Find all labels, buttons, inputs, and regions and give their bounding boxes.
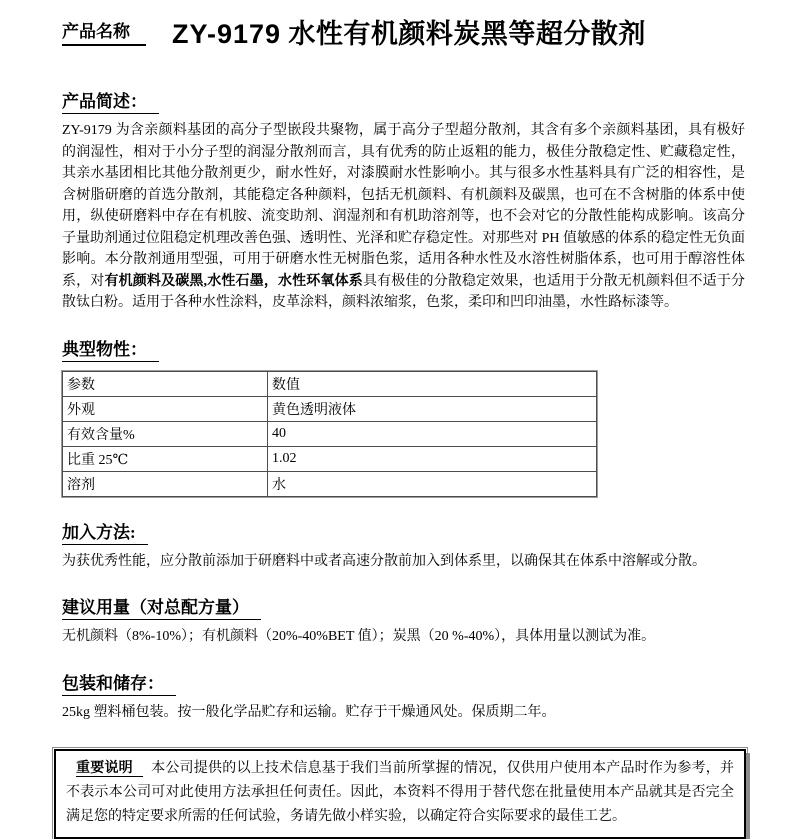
overview-heading: 产品简述： bbox=[62, 87, 159, 114]
section-addition bbox=[62, 518, 745, 573]
table-cell-parameter: 有效含量% bbox=[63, 421, 268, 446]
page-title bbox=[172, 12, 646, 51]
table-row bbox=[63, 446, 597, 471]
table-cell-parameter: 外观 bbox=[63, 396, 268, 421]
table-row bbox=[63, 421, 597, 446]
table-row bbox=[63, 396, 597, 421]
table-cell-value: 黄色透明液体 bbox=[268, 396, 597, 421]
section-overview bbox=[62, 87, 745, 314]
table-cell-parameter: 比重 25℃ bbox=[63, 446, 268, 471]
product-model: ZY-9179 bbox=[172, 19, 282, 49]
product-description bbox=[62, 120, 745, 314]
description-segment-bold: 有机颜料及碳黑,水性石墨，水性环氧体系 bbox=[104, 273, 363, 289]
table-row bbox=[63, 471, 597, 496]
dosage-body: 无机颜料（8%-10%）；有机颜料（20%-40%BET 值）；炭黑（20 %-40%），具体用量以测试为准。 bbox=[62, 629, 656, 644]
properties-heading: 典型物性： bbox=[62, 335, 159, 362]
table-cell-parameter: 溶剂 bbox=[63, 471, 268, 496]
product-title-text: 水性有机颜料炭黑等超分散剂 bbox=[281, 19, 646, 49]
description-segment: ZY-9179 为含亲颜料基团的高分子型嵌段共聚物，属于高分子型超分散剂，其含有多个亲颜料基团，具有极好的润湿性，相对于小分子型的润湿分散剂而言，具有优秀的防止返粗的能力，极佳分散稳定性、贮藏稳定性，其亲水基团相比其他分散剂更少，耐水性好，对漆膜耐水性影响小。其与很多水性基料具有广泛的相容性，是含树脂研磨的首选分散剂，其能稳定各种颜料，包括无机颜料、有机颜料及碳黑，也可在不含树脂的体系中使用，纵使研磨料中存在有机胺、流变助剂、润湿剂和有机助溶剂等，也不会对它的分散性能构成影响。该高分子量助剂通过位阻稳定机理改善色强、透明性、光泽和贮存稳定性。对那些对 PH 值敏感的体系的稳定性无负面影响。本分散剂通用型强，可用于研磨水性无树脂色浆，适用各种水性及水溶性树脂体系，也可用于醇溶性体系，对 bbox=[62, 123, 745, 289]
section-packaging bbox=[62, 669, 745, 724]
section-properties bbox=[62, 335, 745, 497]
table-header-parameter: 参数 bbox=[63, 371, 268, 396]
title-row bbox=[62, 12, 745, 51]
table-header-value: 数值 bbox=[268, 371, 597, 396]
product-name-label: 产品名称 bbox=[62, 17, 146, 46]
notice-label: 重要说明 bbox=[76, 761, 143, 777]
addition-body: 为获优秀性能，应分散前添加于研磨料中或者高速分散前加入到体系里，以确保其在体系中溶解或分散。 bbox=[62, 553, 706, 569]
important-notice-box bbox=[54, 749, 746, 839]
table-cell-value: 水 bbox=[268, 471, 597, 496]
table-cell-value: 40 bbox=[268, 421, 597, 446]
packaging-heading: 包装和储存： bbox=[62, 669, 176, 696]
notice-body: 本公司提供的以上技术信息基于我们当前所掌握的情况，仅供用户使用本产品时作为参考，并不表示本公司可对此使用方法承担任何责任。因此，本资料不得用于替代您在批量使用本产品就其是否完全满足您的特定要求所需的任何试验，务请先做小样实验，以确定符合实际要求的最佳工艺。 bbox=[66, 761, 734, 824]
table-header-row bbox=[63, 371, 597, 396]
section-dosage bbox=[62, 593, 745, 648]
dosage-heading: 建议用量（对总配方量） bbox=[62, 593, 261, 620]
notice-paragraph bbox=[66, 757, 734, 829]
table-cell-value: 1.02 bbox=[268, 446, 597, 471]
packaging-body: 25kg 塑料桶包装。按一般化学品贮存和运输。贮存于干燥通风处。保质期二年。 bbox=[62, 704, 556, 720]
properties-table bbox=[62, 371, 597, 497]
description-segment: 具有极佳的分散稳定效果，也适用于分散无机颜料但不适于分散钛白粉。适用于各种水性涂料，皮革涂料，颜料浓缩浆，色浆，柔印和凹印油墨，水性路标漆等。 bbox=[62, 273, 745, 310]
addition-heading: 加入方法: bbox=[62, 518, 148, 545]
